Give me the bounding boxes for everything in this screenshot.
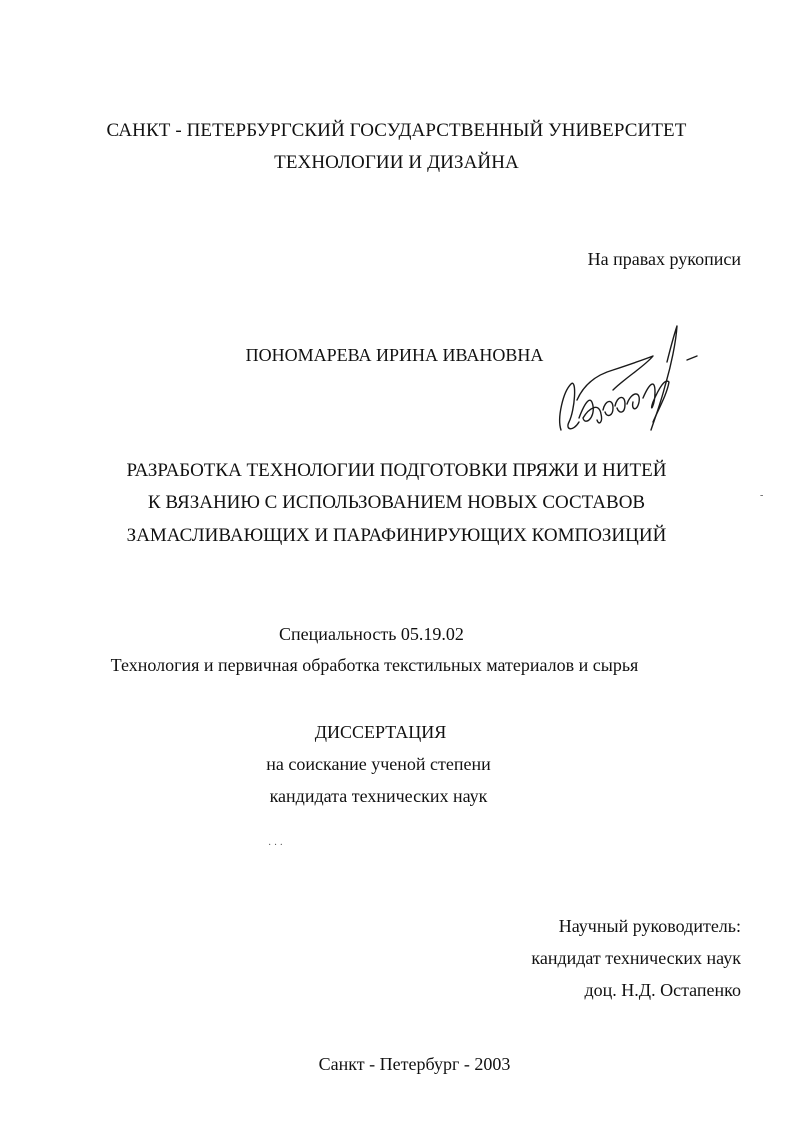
place-and-year: Санкт - Петербург - 2003 [318, 1054, 511, 1074]
scan-speck: - [760, 490, 764, 501]
supervisor-name: доц. Н.Д. Остапенко [584, 980, 741, 1000]
author-signature [555, 322, 705, 447]
author-name: ПОНОМАРЕВА ИРИНА ИВАНОВНА [245, 345, 544, 365]
specialty-code: Специальность 05.19.02 [279, 624, 464, 644]
degree-line-1: на соискание ученой степени [266, 754, 491, 774]
supervisor-degree: кандидат технических наук [531, 948, 741, 968]
dissertation-label: ДИССЕРТАЦИЯ [314, 722, 447, 742]
dissertation-title-line-2: К ВЯЗАНИЮ С ИСПОЛЬЗОВАНИЕМ НОВЫХ СОСТАВОВ [147, 492, 646, 513]
university-name-line-1: САНКТ - ПЕТЕРБУРГСКИЙ ГОСУДАРСТВЕННЫЙ УНИВЕРСИТЕТ [106, 120, 687, 141]
degree-line-2: кандидата технических наук [269, 786, 488, 806]
dissertation-title-line-1: РАЗРАБОТКА ТЕХНОЛОГИИ ПОДГОТОВКИ ПРЯЖИ И НИТЕЙ [126, 460, 667, 481]
dissertation-title-line-3: ЗАМАСЛИВАЮЩИХ И ПАРАФИНИРУЮЩИХ КОМПОЗИЦИЙ [126, 525, 667, 546]
rights-note: На правах рукописи [587, 249, 741, 269]
specialty-name: Технология и первичная обработка текстильных материалов и сырья [110, 655, 639, 675]
supervisor-label: Научный руководитель: [558, 916, 741, 936]
scan-speck: · · · [268, 840, 283, 851]
university-name-line-2: ТЕХНОЛОГИИ И ДИЗАЙНА [274, 152, 519, 173]
